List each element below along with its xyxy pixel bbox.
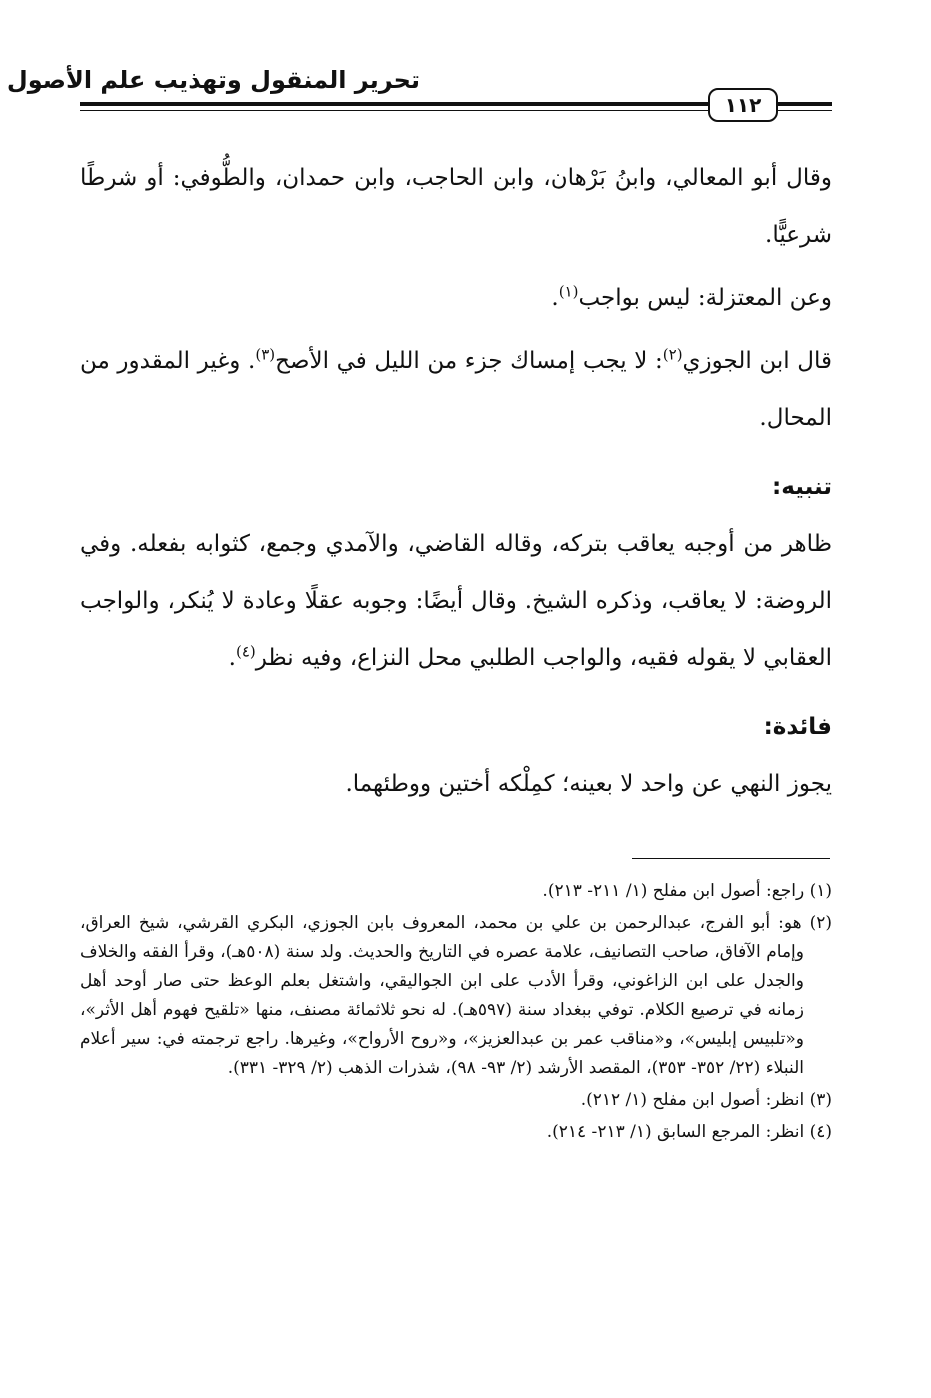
footnotes	[80, 877, 832, 1150]
paragraph-2	[80, 270, 832, 327]
footnote-ref-3: (٣)	[255, 345, 276, 364]
heading-tanbih: تنبيه:	[772, 474, 832, 500]
main-text	[80, 150, 832, 813]
running-title: تحرير المنقول وتهذيب علم الأصول	[6, 66, 420, 94]
footnote-3: (٣) انظر: أصول ابن مفلح (١/ ٢١٢).	[580, 1090, 832, 1110]
page-number: ١١٢	[708, 88, 778, 122]
footnote-ref-1: (١)	[558, 282, 579, 301]
footnote-1: (١) راجع: أصول ابن مفلح (١/ ٢١١- ٢١٣).	[542, 881, 832, 901]
footnote-2: (٢) هو: أبو الفرج، عبدالرحمن بن علي بن محمد، المعروف بابن الجوزي، البكري القرشي، شيخ العراق، وإمام الآفاق، صاحب التصانيف، علامة عصره في التاريخ والحديث. ولد سنة (٥٠٨هـ)، وقرأ الفقه والخلاف والجدل على ابن الزاغوني، وقرأ الأدب على ابن الجواليقي، واشتغل بعلم الوعظ حتى صار أوحد أهل زمانه في ترصيع الكلام. توفي ببغداد سنة (٥٩٧هـ). له نحو ثلاثمائة مصنف، منها «تلقيح فهوم أهل الأثر»، و«تلبيس إبليس»، و«مناقب عمر بن عبدالعزيز»، و«روح الأرواح»، وغيرها. راجع ترجمته في: سير أعلام النبلاء (٢٢/ ٣٥٢- ٣٥٣)، المقصد الأرشد (٢/ ٩٣- ٩٨)، شذرات الذهب (٢/ ٣٢٩- ٣٣١).	[80, 913, 832, 1078]
footnote-ref-4: (٤)	[235, 642, 256, 661]
paragraph-3-part-c: . وغير المقدور من المحال.	[80, 348, 832, 431]
paragraph-5: يجوز النهي عن واحد لا بعينه؛ كمِلْكه أختين ووطئهما.	[345, 771, 832, 797]
paragraph-4-text: ظاهر من أوجبه يعاقب بتركه، وقاله القاضي، والآمدي وجمع، كثوابه بفعله. وفي الروضة: لا يعاقب، وذكره الشيخ. وقال أيضًا: وجوبه عقلًا وعادة لا يُنكر، والواجب العقابي لا يقوله فقيه، والواجب الطلبي محل النزاع، وفيه نظر	[80, 531, 832, 671]
paragraph-3-part-b: : لا يجب إمساك جزء من الليل في الأصح	[275, 348, 663, 374]
heading-faida: فائدة:	[763, 714, 832, 740]
paragraph-3-part-a: قال ابن الجوزي	[682, 348, 832, 374]
paragraph-2-text: وعن المعتزلة: ليس بواجب	[578, 285, 832, 311]
paragraph-4-end: .	[228, 645, 236, 671]
paragraph-4	[80, 516, 832, 687]
paragraph-3	[80, 333, 832, 447]
footnote-ref-2: (٢)	[662, 345, 683, 364]
footnote-separator	[632, 858, 830, 859]
paragraph-1: وقال أبو المعالي، وابنُ بَرْهان، وابن الحاجب، وابن حمدان، والطُّوفي: أو شرطًا شرعيًّا.	[80, 165, 832, 248]
paragraph-2-end: .	[551, 285, 559, 311]
footnote-4: (٤) انظر: المرجع السابق (١/ ٢١٣- ٢١٤).	[546, 1122, 832, 1142]
page-header	[6, 62, 832, 126]
